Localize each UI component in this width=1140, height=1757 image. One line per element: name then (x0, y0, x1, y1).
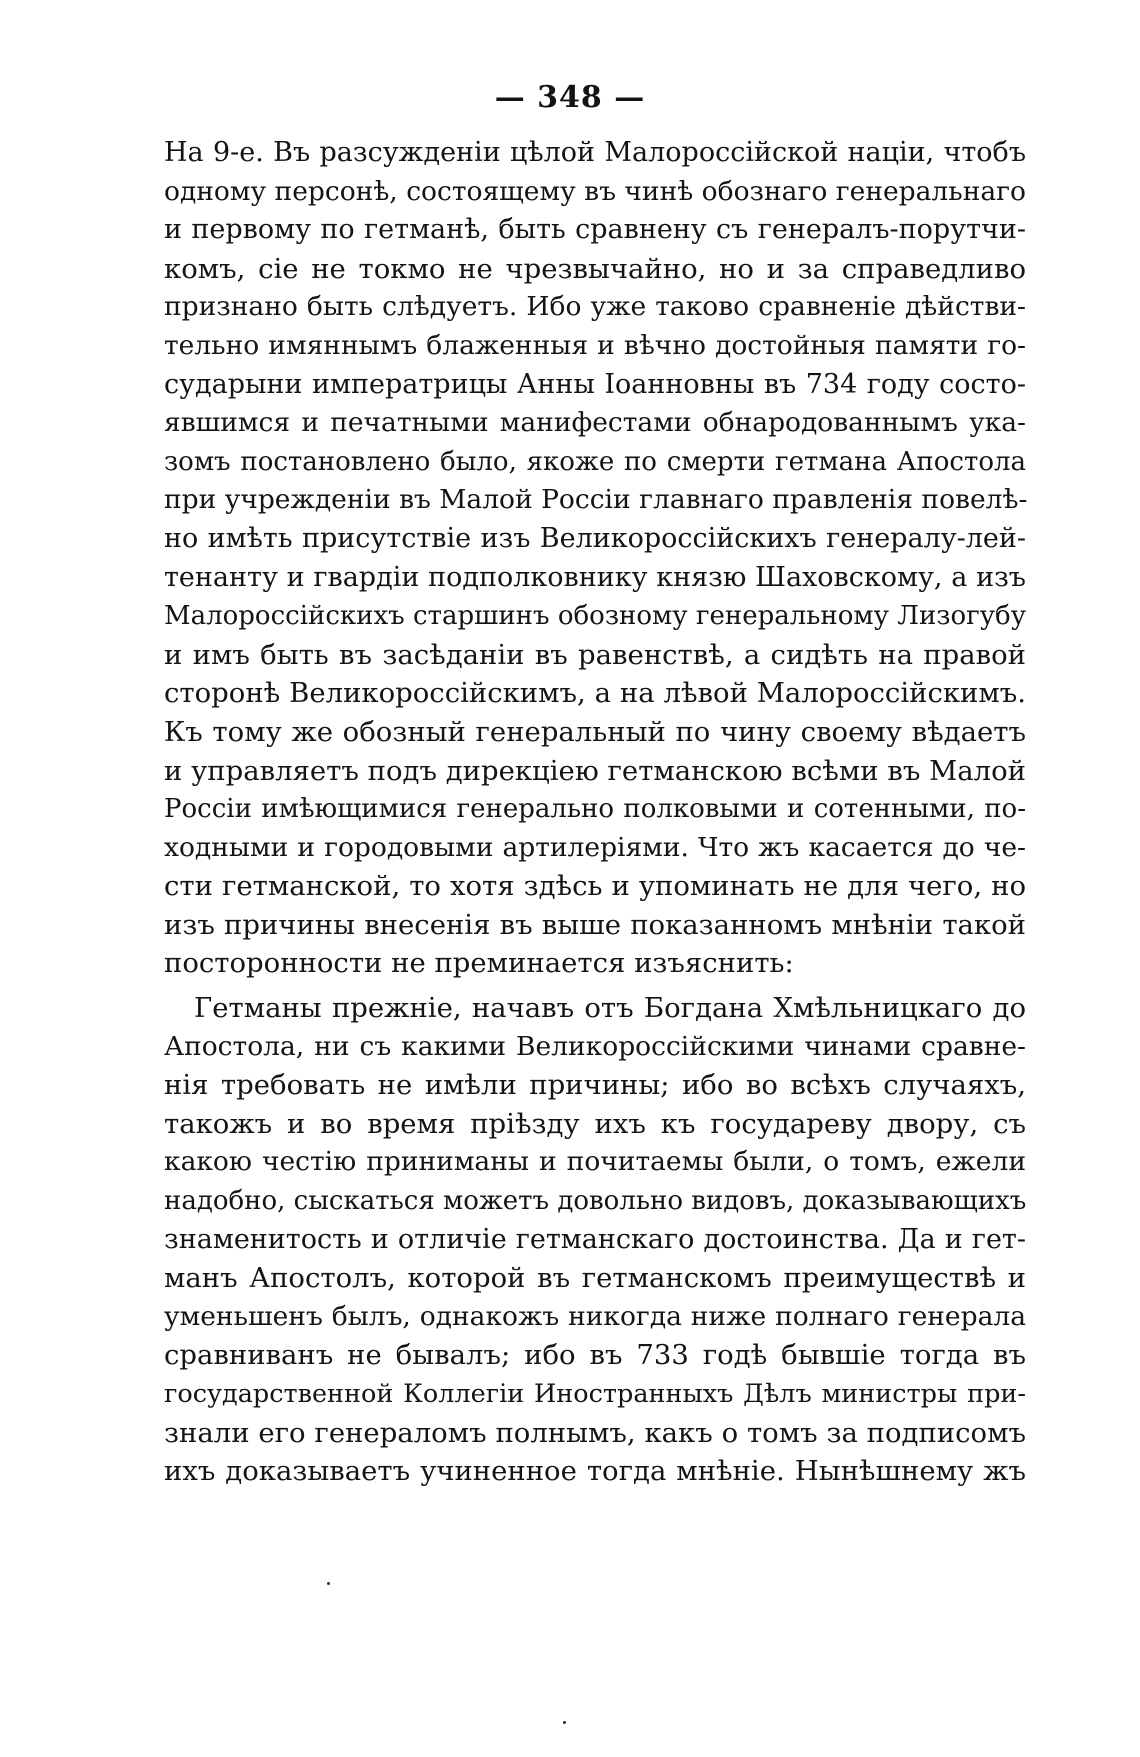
text-line: манъ Апостолъ, которой въ гетманскомъ преимуществѣ и (164, 1262, 1026, 1295)
text-line: одному персонѣ, состоящему въ чинѣ обознаго генеральнаго (164, 175, 1026, 207)
text-line: тельно имяннымъ блаженныя и вѣчно достойныя памяти го- (164, 329, 1026, 361)
paragraph-2 (164, 989, 1026, 1491)
text-line: знали его генераломъ полнымъ, какъ о томъ за подписомъ (164, 1416, 1026, 1449)
text-line: нія требовать не имѣли причины; ибо во всѣхъ случаяхъ, (164, 1069, 1026, 1102)
text-line: сти гетманской, то хотя здѣсь и упоминать не для чего, но (164, 870, 1026, 903)
text-line: какою честію приниманы и почитаемы были, о томъ, ежели (164, 1146, 1026, 1178)
text-line: явшимся и печатными манифестами обнародованнымъ ука- (164, 407, 1026, 439)
text-line: признано быть слѣдуетъ. Ибо уже таково сравненіе дѣйстви- (164, 291, 1026, 323)
text-line: зомъ постановлено было, якоже по смерти гетмана Апостола (164, 446, 1026, 477)
text-line: Малороссійскихъ старшинъ обозному генеральному Лизогубу (164, 601, 1026, 632)
text-line: государственной Коллегіи Иностранныхъ Дѣлъ министры при- (164, 1379, 1026, 1409)
text-line: изъ причины внесенія въ выше показанномъ мнѣніи такой (164, 908, 1026, 941)
print-speck (327, 1582, 330, 1585)
body-text (164, 134, 1026, 1491)
text-line: и первому по гетманѣ, быть сравнену съ генералъ-порутчи- (164, 214, 1026, 246)
text-line: такожъ и во время пріѣзду ихъ къ государеву двору, съ (164, 1107, 1026, 1140)
text-line: Къ тому же обозный генеральный по чину своему вѣдаетъ (164, 715, 1026, 748)
text-line: сравниванъ не бывалъ; ибо въ 733 годѣ бывшіе тогда въ (164, 1339, 1026, 1372)
text-line: ихъ доказываетъ учиненное тогда мнѣніе. Нынѣшнему жъ (164, 1455, 1026, 1488)
text-line: комъ, сіе не токмо не чрезвычайно, но и за справедливо (164, 252, 1026, 285)
paragraph-1 (164, 134, 1026, 983)
text-line: Апостола, ни съ какими Великороссійскими чинами сравне- (164, 1030, 1026, 1062)
text-line: Гетманы прежніе, начавъ отъ Богдана Хмѣльницкаго до (194, 992, 1026, 1025)
text-line: уменьшенъ былъ, однакожъ никогда ниже полнаго генерала (164, 1300, 1026, 1332)
text-line: Россіи имѣющимися генерально полковыми и сотенными, по- (164, 794, 1026, 825)
text-line: На 9-е. Въ разсужденіи цѣлой Малороссійской націи, чтобъ (164, 137, 1026, 168)
text-line: посторонности не преминается изъяснить: (164, 947, 794, 980)
print-speck (563, 1721, 566, 1724)
text-line: надобно, сыскаться можетъ довольно видовъ, доказывающихъ (164, 1186, 1027, 1217)
text-line: тенанту и гвардіи подполковнику князю Шаховскому, а изъ (164, 561, 1026, 593)
text-line: и управляетъ подъ дирекціею гетманскою всѣми въ Малой (164, 754, 1026, 787)
text-line: и имъ быть въ засѣданіи въ равенствѣ, а сидѣть на правой (164, 638, 1026, 671)
text-line: ходными и городовыми артилеріями. Что жъ касается до че- (164, 831, 1026, 863)
page-number: — 348 — (494, 80, 646, 115)
text-line: сторонѣ Великороссійскимъ, а на лѣвой Малороссійскимъ. (164, 677, 1026, 710)
text-line: сударыни императрицы Анны Іоанновны въ 734 году состо- (164, 368, 1026, 400)
text-line: знаменитость и отличіе гетманскаго достоинства. Да и гет- (164, 1223, 1026, 1255)
text-line: но имѣть присутствіе изъ Великороссійскихъ генералу-лей- (164, 522, 1026, 554)
text-line: при учрежденіи въ Малой Россіи главнаго правленія повелѣ- (164, 484, 1028, 516)
